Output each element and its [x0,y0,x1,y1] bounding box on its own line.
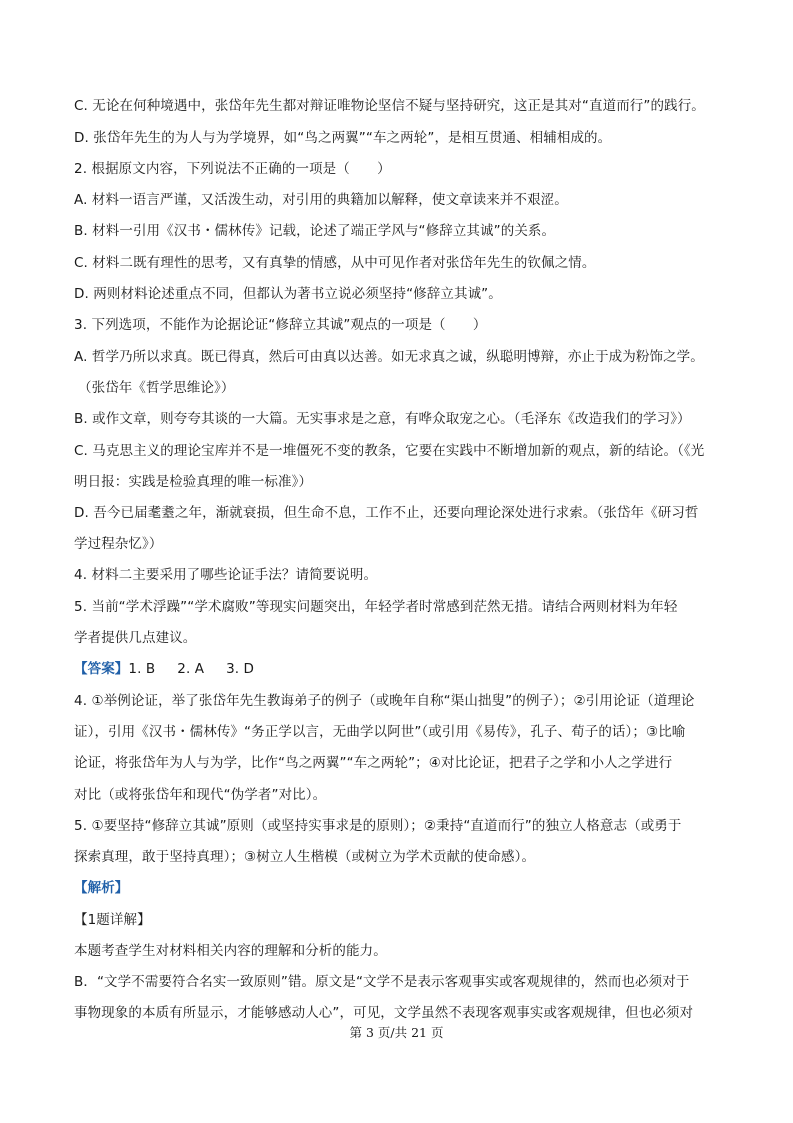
text-line: 明日报：实践是检验真理的唯一标准》） [74,474,313,490]
answer-label: 【答案】 [74,661,129,677]
text-line: （张岱年《哲学思维论》） [78,380,235,396]
analysis-label: 【解析】 [74,880,129,896]
text-line: A. 材料一语言严谨，又活泼生动，对引用的典籍加以解释，使文章读来并不艰涩。 [74,192,568,208]
text-line: 学过程杂忆》） [74,536,163,552]
answer-line: 5. ①要坚持“修辞立其诚”原则（或坚持实事求是的原则）；②秉持“直道而行”的独立人格意志（或勇于 [74,818,682,834]
text-line: B. 或作文章，则夸夸其谈的一大篇。无实事求是之意，有哗众取宠之心。（毛泽东《改造我们的学习》） [74,411,691,427]
answer-1: 1. B [128,661,156,677]
text-line: D. 吾今已届耄耋之年，渐就衰损，但生命不息，工作不止，还要向理论深处进行求索。（张岱年《研习哲 [74,505,699,521]
text-line: D. 两则材料论述重点不同，但都认为著书立说必须坚持“修辞立其诚”。 [74,286,502,302]
text-line: B. 材料一引用《汉书・儒林传》记载，论述了端正学风与“修辞立其诚”的关系。 [74,223,556,239]
question-4: 4. 材料二主要采用了哪些论证手法？请简要说明。 [74,567,378,583]
answer-line: 论证，将张岱年为人与为学，比作“鸟之两翼”“车之两轮”；④对比论证，把君子之学和小人之学进行 [74,755,673,771]
answer-line: 4. ①举例论证，举了张岱年先生教诲弟子的例子（或晚年自称“渠山拙叟”的例子）；②引用论证（道理论 [74,693,695,709]
answer-2: 2. A [177,661,205,677]
question-2: 2. 根据原文内容，下列说法不正确的一项是（ ） [74,161,391,177]
text-line: A. 哲学乃所以求真。既已得真，然后可由真以达善。如无求真之诚，纵聪明博辩，亦止于成为粉饰之学。 [74,349,704,365]
detail-line: 本题考查学生对材料相关内容的理解和分析的能力。 [74,943,387,959]
answer-line: 证），引用《汉书・儒林传》“务正学以言，无曲学以阿世”（或引用《易传》，孔子、荀子的话）；③比喻 [74,724,686,740]
question-5: 5. 当前“学术浮躁”“学术腐败”等现实问题突出，年轻学者时常感到茫然无措。请结合两则材料为年轻 [74,599,678,615]
text-line: C. 无论在何种境遇中，张岱年先生都对辩证唯物论坚信不疑与坚持研究，这正是其对“直道而行”的践行。 [74,98,705,114]
answer-3: 3. D [226,661,255,677]
answer-line: 探索真理，敢于坚持真理）；③树立人生楷模（或树立为学术贡献的使命感）。 [74,849,536,865]
detail-line: 事物现象的本质有所显示，才能够感动人心”，可见，文学虽然不表现客观事实或客观规律，但也必须对 [74,1005,694,1021]
text-line: C. 材料二既有理性的思考，又有真挚的情感，从中可见作者对张岱年先生的钦佩之情。 [74,255,596,271]
detail-heading: 【1题详解】 [74,912,151,928]
answer-line: 对比（或将张岱年和现代“伪学者”对比）。 [74,787,327,803]
question-3: 3. 下列选项，不能作为论据论证“修辞立其诚”观点的一项是（ ） [74,317,487,333]
detail-line: B．“文学不需要符合名实一致原则”错。原文是“文学不是表示客观事实或客观规律的，然而也必须对于 [74,974,690,990]
text-line: C. 马克思主义的理论宝库并不是一堆僵死不变的教条，它要在实践中不断增加新的观点，新的结论。（《光 [74,443,705,459]
text-line: D. 张岱年先生的为人与为学境界，如“鸟之两翼”“车之两轮”，是相互贯通、相辅相成的。 [74,130,612,146]
text-line: 学者提供几点建议。 [74,630,197,646]
page-number-footer: 第 3 页/共 21 页 [349,1025,444,1040]
answer-row [74,660,734,678]
